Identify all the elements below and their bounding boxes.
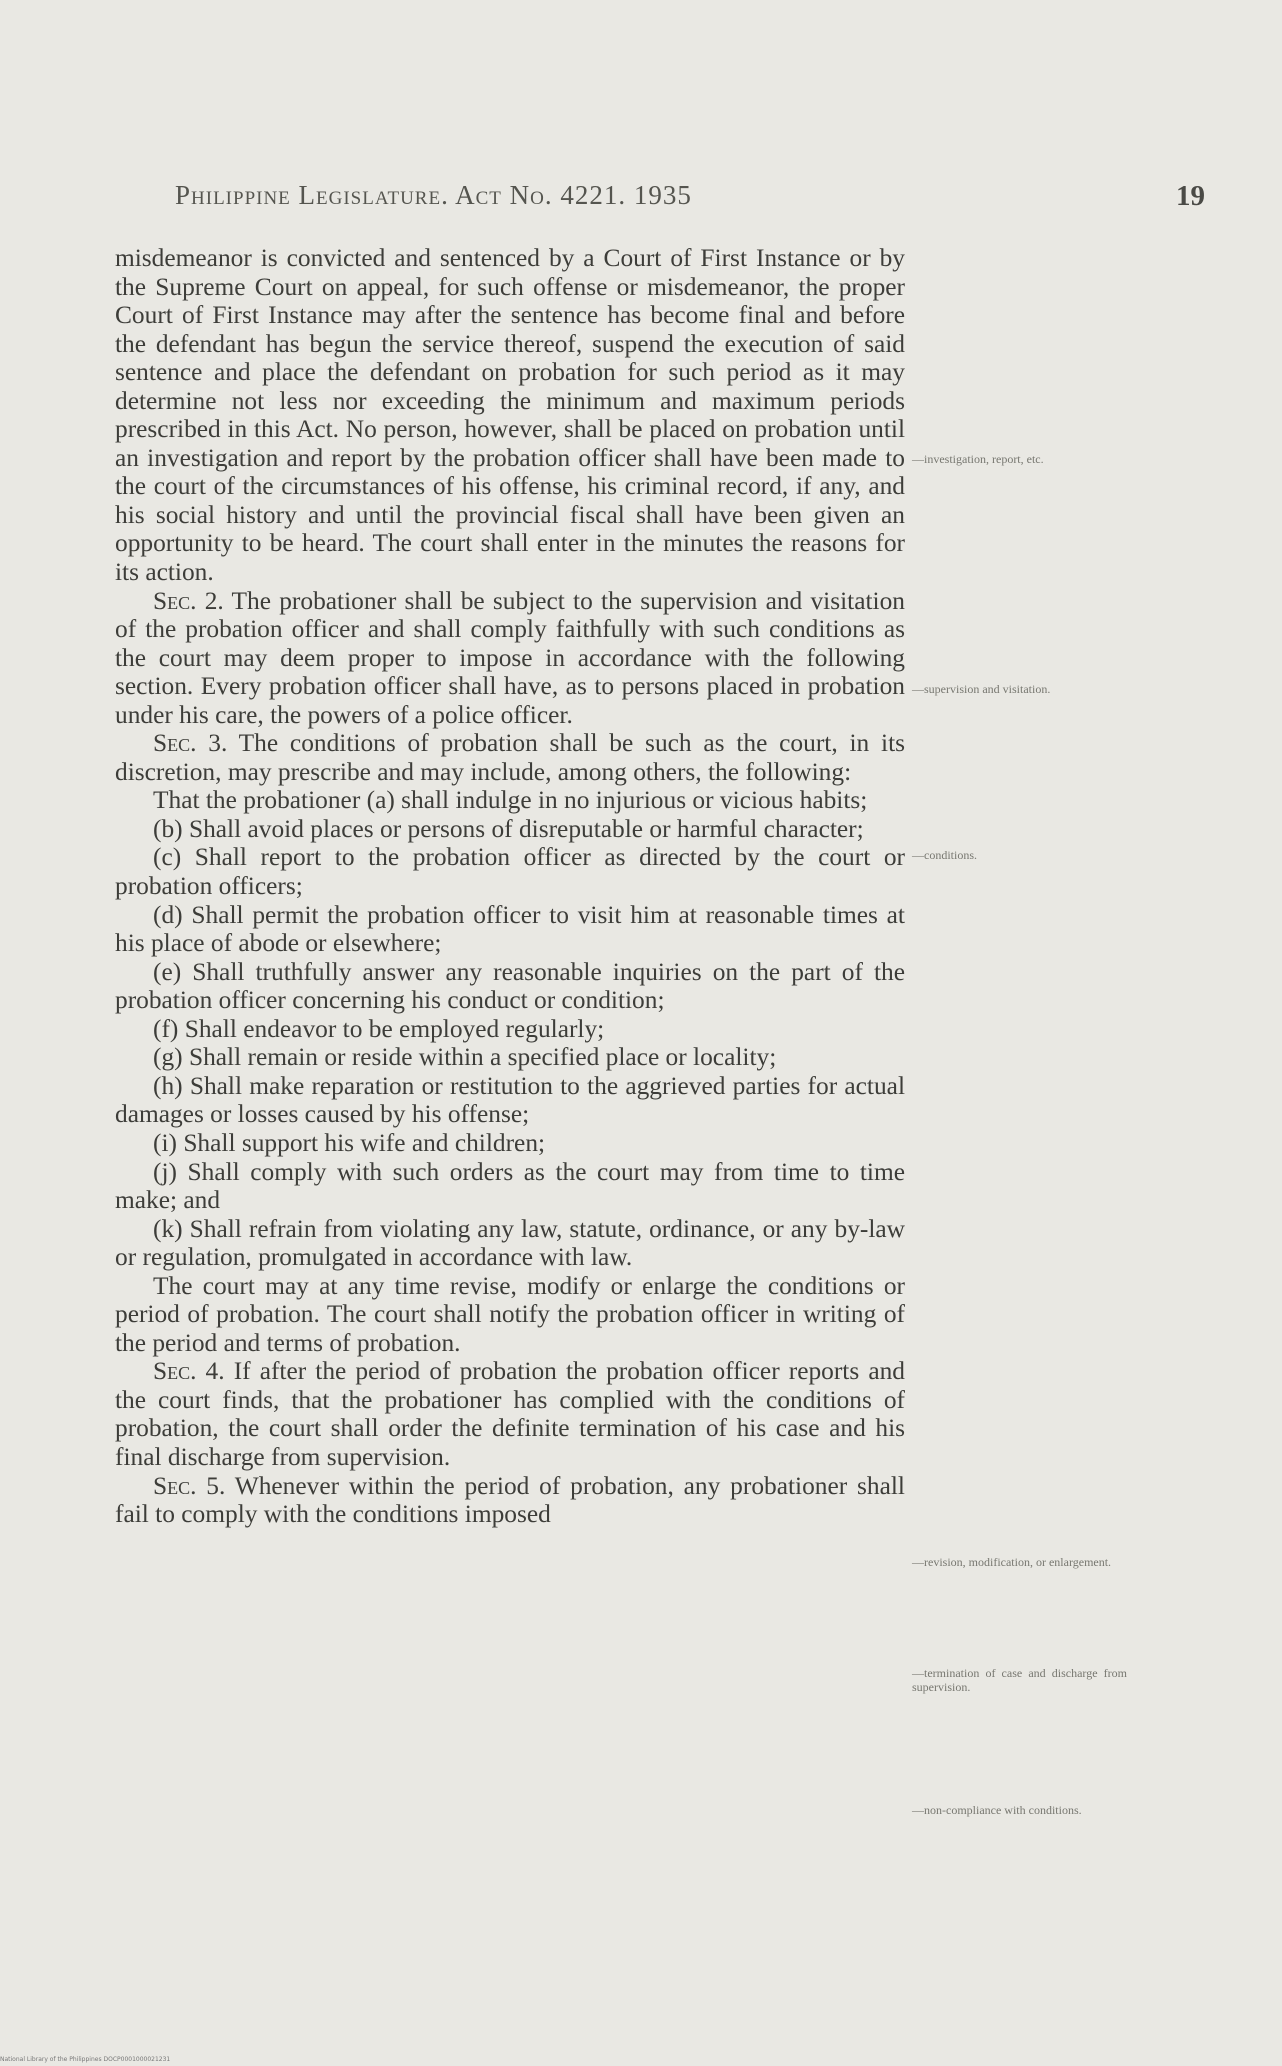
paragraph-sec3: Sec. 3. The conditions of probation shall be such as the court, in its discretion, may prescribe and may include, among others, the following: <box>115 729 905 786</box>
condition-e: (e) Shall truthfully answer any reasonable inquiries on the part of the probation officer concerning his conduct or condition; <box>115 957 905 1015</box>
condition-d: (d) Shall permit the probation officer to visit him at reasonable times at his place of abode or elsewhere; <box>115 900 905 958</box>
paragraph-sec4: Sec. 4. If after the period of probation the probation officer reports and the court finds, that the probationer has complied with the conditions of probation, the court shall order the definite termination of his case and his final discharge from supervision. <box>115 1357 905 1471</box>
condition-i: (i) Shall support his wife and children; <box>153 1128 546 1157</box>
condition-g: (g) Shall remain or reside within a specified place or locality; <box>153 1043 777 1072</box>
condition-j: (j) Shall comply with such orders as the court may from time to time make; and <box>115 1157 905 1215</box>
body-text <box>115 244 905 1529</box>
paragraph-sec1-continuation: misdemeanor is convicted and sentenced by a Court of First Instance or by the Supreme Court on appeal, for such offense or misdemeanor, the proper Court of First Instance may after the sentence has become final and before the defendant has begun the service thereof, suspend the execution of said sentence and place the defendant on probation for such period as it may determine not less nor exceeding the minimum and maximum periods prescribed in this Act. No person, however, shall be placed on probation until an investigation and report by the probation officer shall have been made to the court of the circumstances of his offense, his criminal record, if any, and his social history and until the provincial fiscal shall have been given an opportunity to be heard. The court shall enter in the minutes the reasons for its action. <box>115 244 905 587</box>
margin-note-revision: —revision, modification, or enlargement. <box>912 1555 1112 1569</box>
section-label: Sec. 2. <box>153 586 224 615</box>
condition-b: (b) Shall avoid places or persons of disreputable or harmful character; <box>153 814 864 843</box>
paragraph-revision: The court may at any time revise, modify or enlarge the conditions or period of probation. The court shall notify the probation officer in writing of the period and terms of probation. <box>115 1271 905 1357</box>
condition-h: (h) Shall make reparation or restitution to the aggrieved parties for actual damages or losses caused by his offense; <box>115 1071 905 1129</box>
section-label: Sec. 3. <box>153 729 228 758</box>
margin-note-termination: —termination of case and discharge from supervision. <box>912 1666 1127 1694</box>
paragraph-sec5: Sec. 5. Whenever within the period of probation, any probationer shall fail to comply with the conditions imposed <box>115 1471 905 1529</box>
page-number: 19 <box>1176 180 1205 212</box>
condition-f: (f) Shall endeavor to be employed regularly; <box>153 1014 605 1043</box>
margin-note-supervision: —supervision and visitation. <box>912 682 1051 696</box>
paragraph-sec2: Sec. 2. The probationer shall be subject to the supervision and visitation of the probation officer and shall comply faithfully with such conditions as the court may deem proper to impose in accordance with the following section. Every probation officer shall have, as to persons placed in probation under his care, the powers of a police officer. <box>115 586 905 729</box>
margin-note-conditions: —conditions. <box>912 848 977 862</box>
margin-note-noncompliance: —non-compliance with conditions. <box>912 1803 1082 1817</box>
margin-note-investigation: —investigation, report, etc. <box>912 452 1044 466</box>
running-title: Philippine Legislature. Act No. 4221. 1935 <box>175 180 692 210</box>
section-label: Sec. 4. <box>153 1357 225 1386</box>
page-header <box>175 180 1205 220</box>
section-label: Sec. 5. <box>153 1471 226 1500</box>
condition-a: That the probationer (a) shall indulge in no injurious or vicious habits; <box>153 786 868 815</box>
condition-c: (c) Shall report to the probation officer as directed by the court or probation officers; <box>115 843 905 901</box>
scan-footer: National Library of the Philippines DOCP0001000021231 <box>0 2056 171 2063</box>
condition-k: (k) Shall refrain from violating any law, statute, ordinance, or any by-law or regulation, promulgated in accordance with law. <box>115 1214 905 1272</box>
